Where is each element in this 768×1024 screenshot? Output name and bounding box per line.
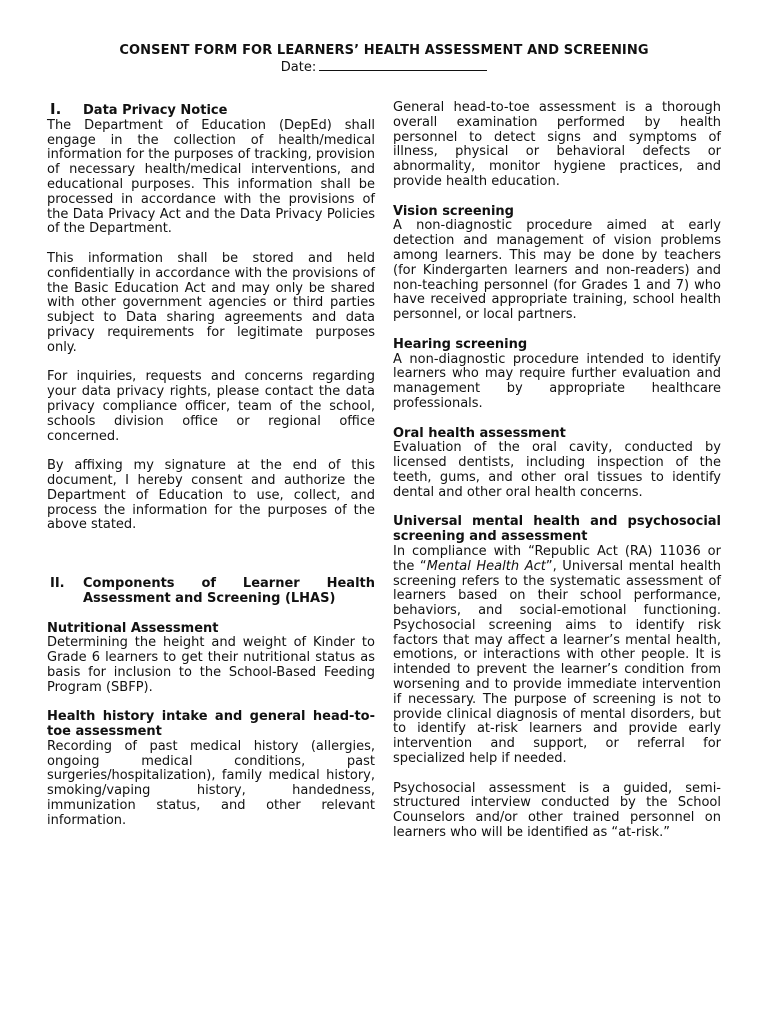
nutritional-assessment-text: Determining the height and weight of Kinder to Grade 6 learners to get their nutritional status as basis for inclusion to the School-Based Feeding Program (SBFP).: [47, 635, 375, 695]
mental-health-heading: Universal mental health and psychosocial screening and assessment: [393, 514, 721, 545]
left-column: [47, 102, 375, 829]
section-2-number: II.: [50, 576, 65, 592]
section-1-heading: [47, 102, 375, 119]
vision-screening-text: A non-diagnostic procedure aimed at early detection and management of vision problems among learners. This may be done by teachers (for Kindergarten learners and non-readers) and non-teaching personnel (for Grades 1 and 7) who have received appropriate training, school health personnel, or local partners.: [393, 218, 721, 323]
head-to-toe-text: General head-to-toe assessment is a thorough overall examination performed by health personnel to detect signs and symptoms of illness, physical or behavioral defects or abnormality, monitor hygiene practices, and provide health education.: [393, 100, 721, 189]
date-blank-line: [319, 59, 487, 71]
health-history-text: Recording of past medical history (allergies, ongoing medical conditions, past surgeries/hospitalization), family medical history, smoking/vaping history, handedness, immunization status, and other relevant information.: [47, 738, 375, 828]
oral-health-text: Evaluation of the oral cavity, conducted by licensed dentists, including inspection of the teeth, gums, and other oral tissues to identify dental and other oral health concerns.: [393, 440, 721, 500]
right-column: [393, 101, 721, 841]
section-1-number: I.: [50, 100, 62, 118]
mental-health-text-part1: In compliance with “Republic Act (RA) 11036 or the “: [393, 543, 721, 574]
section-2-title: Components of Learner Health Assessment and Screening (LHAS): [83, 576, 375, 606]
hearing-screening-heading: Hearing screening: [393, 336, 528, 352]
mental-health-act-title: Mental Health Act: [426, 558, 546, 574]
psychosocial-assessment-text: Psychosocial assessment is a guided, semi-structured interview conducted by the School Counselors and/or other trained personnel on learners who will be identified as “at-risk.”: [393, 780, 721, 841]
form-header: [0, 43, 768, 76]
mental-health-text-part2: ”, Universal mental health screening refers to the systematic assessment of learners based on their school performance, behaviors, and social-emotional functioning. Psychosocial screening aims to identify risk factors that may affect a learner’s mental health, emotions, or interactions with other people. It is intended to prevent the learner’s condition from worsening and to provide immediate intervention if necessary. The purpose of screening is not to provide clinical diagnosis of mental disorders, but to identify at-risk learners and provide early intervention and support, or referral for specialized help if needed.: [393, 558, 721, 767]
privacy-paragraph-3: For inquiries, requests and concerns regarding your data privacy rights, please contact the data privacy compliance officer, team of the school, schools division office or regional office concerned.: [47, 369, 375, 444]
privacy-paragraph-2: This information shall be stored and held confidentially in accordance with the provisions of the Basic Education Act and may only be shared with other government agencies or third parties subject to Data sharing agreements and data privacy requirements for legitimate purposes only.: [47, 250, 375, 355]
mental-health-text: [393, 545, 721, 767]
hearing-screening-text: A non-diagnostic procedure intended to identify learners who may require further evaluation and management by appropriate healthcare professionals.: [393, 351, 721, 411]
privacy-paragraph-4: By affixing my signature at the end of this document, I hereby consent and authorize the Department of Education to use, collect, and process the information for the purposes of the above stated.: [47, 458, 375, 533]
nutritional-assessment-heading: Nutritional Assessment: [47, 620, 219, 636]
section-2-heading: [47, 577, 375, 607]
form-title: CONSENT FORM FOR LEARNERS’ HEALTH ASSESSMENT AND SCREENING: [119, 43, 649, 58]
section-1-title: Data Privacy Notice: [83, 103, 228, 118]
date-label: Date:: [280, 60, 317, 75]
date-row: [0, 59, 768, 76]
oral-health-heading: Oral health assessment: [393, 425, 566, 441]
health-history-heading: Health history intake and general head-to-toe assessment: [47, 709, 375, 740]
privacy-paragraph-1: The Department of Education (DepEd) shall engage in the collection of health/medical information for the purposes of tracking, provision of necessary health/medical interventions, and educational purposes. This information shall be processed in accordance with the provisions of the Data Privacy Act and the Data Privacy Policies of the Department.: [47, 117, 375, 237]
vision-screening-heading: Vision screening: [393, 203, 514, 219]
